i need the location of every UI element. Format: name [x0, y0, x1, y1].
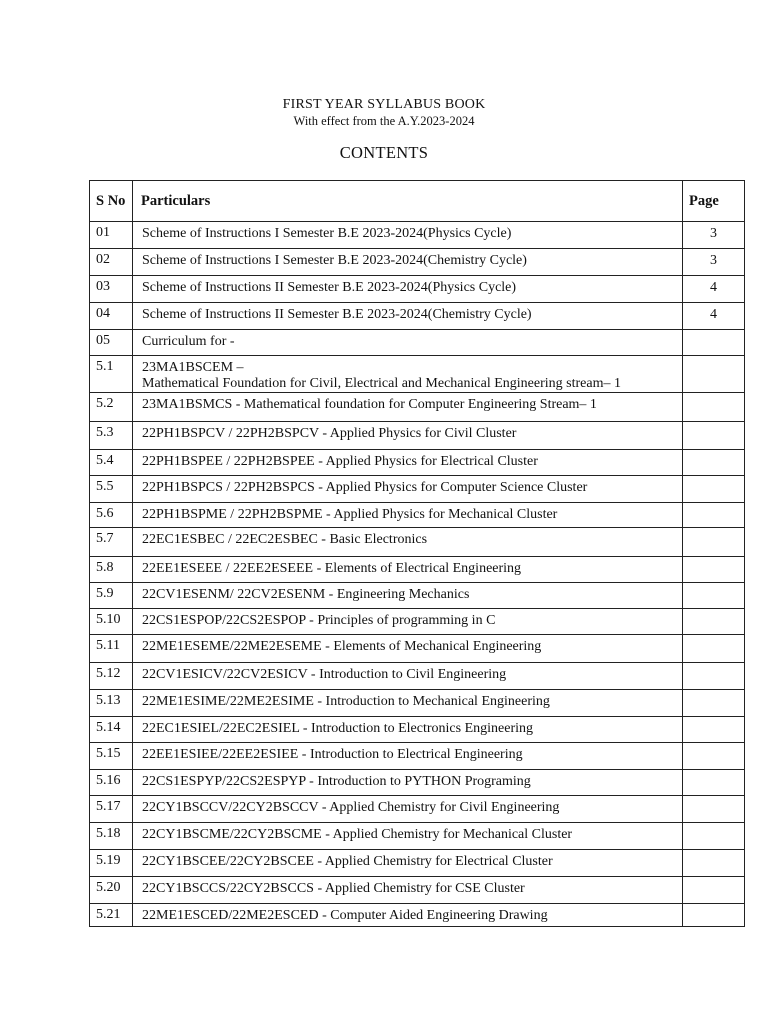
- row-particulars: [133, 303, 683, 330]
- particulars-line: 23MA1BSCEM –: [142, 360, 244, 375]
- row-page: [683, 422, 745, 450]
- row-sno: 04: [90, 303, 133, 330]
- particulars-line: 22CY1BSCCS/22CY2BSCCS - Applied Chemistry for CSE Cluster: [142, 881, 525, 896]
- table-row: [90, 222, 745, 249]
- particulars-line: 23MA1BSMCS - Mathematical foundation for Computer Engineering Stream– 1: [142, 397, 597, 412]
- table-row: [90, 717, 745, 743]
- row-page: [683, 609, 745, 635]
- row-sno: 5.11: [90, 635, 133, 663]
- row-sno: 5.9: [90, 583, 133, 609]
- table-row: [90, 850, 745, 877]
- contents-table: [89, 180, 745, 927]
- table-row: [90, 609, 745, 635]
- particulars-line: 22EE1ESEEE / 22EE2ESEEE - Elements of Electrical Engineering: [142, 561, 522, 576]
- row-page: [683, 796, 745, 823]
- table-row: [90, 476, 745, 503]
- row-page: [683, 557, 745, 583]
- row-particulars: [133, 635, 683, 663]
- row-particulars: [133, 393, 683, 422]
- row-particulars: [133, 222, 683, 249]
- row-particulars: [133, 850, 683, 877]
- row-page: [683, 356, 745, 393]
- row-page: [683, 635, 745, 663]
- row-page: [683, 850, 745, 877]
- particulars-line: 22ME1ESCED/22ME2ESCED - Computer Aided Engineering Drawing: [142, 908, 548, 923]
- row-particulars: [133, 609, 683, 635]
- row-particulars: [133, 796, 683, 823]
- particulars-line: Scheme of Instructions II Semester B.E 2023-2024(Physics Cycle): [142, 280, 517, 295]
- particulars-line: Curriculum for -: [142, 334, 235, 349]
- row-particulars: [133, 528, 683, 557]
- table-row: [90, 503, 745, 528]
- table-row: [90, 276, 745, 303]
- table-row: [90, 249, 745, 276]
- table-row: [90, 690, 745, 717]
- particulars-line: 22EC1ESIEL/22EC2ESIEL - Introduction to Electronics Engineering: [142, 721, 534, 736]
- particulars-line: 22CV1ESENM/ 22CV2ESENM - Engineering Mechanics: [142, 587, 470, 602]
- row-sno: 02: [90, 249, 133, 276]
- row-page: [683, 583, 745, 609]
- row-particulars: [133, 557, 683, 583]
- row-particulars: [133, 330, 683, 356]
- table-row: [90, 528, 745, 557]
- table-row: [90, 743, 745, 770]
- particulars-line: Mathematical Foundation for Civil, Electrical and Mechanical Engineering stream– 1: [142, 376, 621, 391]
- row-sno: 5.4: [90, 450, 133, 476]
- particulars-line: 22CY1BSCME/22CY2BSCME - Applied Chemistry for Mechanical Cluster: [142, 827, 573, 842]
- table-row: [90, 663, 745, 690]
- row-particulars: [133, 663, 683, 690]
- table-row: [90, 877, 745, 904]
- row-particulars: [133, 717, 683, 743]
- row-particulars: [133, 356, 683, 393]
- row-page: [683, 770, 745, 796]
- particulars-line: 22PH1BSPCS / 22PH2BSPCS - Applied Physics for Computer Science Cluster: [142, 480, 588, 495]
- row-sno: 5.2: [90, 393, 133, 422]
- row-particulars: [133, 583, 683, 609]
- row-sno: 5.19: [90, 850, 133, 877]
- table-row: [90, 450, 745, 476]
- particulars-line: 22PH1BSPCV / 22PH2BSPCV - Applied Physics for Civil Cluster: [142, 426, 517, 441]
- particulars-line: Scheme of Instructions I Semester B.E 2023-2024(Chemistry Cycle): [142, 253, 527, 268]
- table-row: [90, 303, 745, 330]
- particulars-line: 22CY1BSCCV/22CY2BSCCV - Applied Chemistry for Civil Engineering: [142, 800, 560, 815]
- table-row: [90, 904, 745, 927]
- row-page: [683, 823, 745, 850]
- row-page: 3: [683, 222, 745, 249]
- row-sno: 5.13: [90, 690, 133, 717]
- row-particulars: [133, 276, 683, 303]
- particulars-line: 22PH1BSPEE / 22PH2BSPEE - Applied Physics for Electrical Cluster: [142, 454, 538, 469]
- row-particulars: [133, 503, 683, 528]
- column-header-page: Page: [683, 181, 745, 222]
- row-particulars: [133, 690, 683, 717]
- table-row: [90, 770, 745, 796]
- row-sno: 5.21: [90, 904, 133, 927]
- row-page: 4: [683, 303, 745, 330]
- table-body: [90, 222, 745, 927]
- row-sno: 5.8: [90, 557, 133, 583]
- row-sno: 5.14: [90, 717, 133, 743]
- row-sno: 5.18: [90, 823, 133, 850]
- row-page: [683, 690, 745, 717]
- document-title: FIRST YEAR SYLLABUS BOOK: [282, 97, 486, 112]
- particulars-line: 22CS1ESPYP/22CS2ESPYP - Introduction to PYTHON Programing: [142, 774, 531, 789]
- row-particulars: [133, 476, 683, 503]
- row-particulars: [133, 743, 683, 770]
- table-row: [90, 356, 745, 393]
- row-sno: 5.3: [90, 422, 133, 450]
- row-sno: 5.5: [90, 476, 133, 503]
- row-page: [683, 330, 745, 356]
- row-sno: 5.16: [90, 770, 133, 796]
- row-page: [683, 743, 745, 770]
- table-row: [90, 823, 745, 850]
- row-page: [683, 877, 745, 904]
- row-sno: 5.7: [90, 528, 133, 557]
- row-particulars: [133, 422, 683, 450]
- row-particulars: [133, 249, 683, 276]
- row-sno: 01: [90, 222, 133, 249]
- table-row: [90, 393, 745, 422]
- particulars-line: 22EE1ESIEE/22EE2ESIEE - Introduction to Electrical Engineering: [142, 747, 523, 762]
- row-particulars: [133, 904, 683, 927]
- column-header-sno: S No: [90, 181, 133, 222]
- column-header-particulars: Particulars: [133, 181, 683, 222]
- row-sno: 5.12: [90, 663, 133, 690]
- table-row: [90, 796, 745, 823]
- row-sno: 03: [90, 276, 133, 303]
- row-page: 3: [683, 249, 745, 276]
- row-page: [683, 476, 745, 503]
- table-row: [90, 583, 745, 609]
- particulars-line: 22PH1BSPME / 22PH2BSPME - Applied Physics for Mechanical Cluster: [142, 507, 558, 522]
- row-sno: 5.15: [90, 743, 133, 770]
- particulars-line: 22CV1ESICV/22CV2ESICV - Introduction to Civil Engineering: [142, 667, 507, 682]
- particulars-line: 22ME1ESEME/22ME2ESEME - Elements of Mechanical Engineering: [142, 639, 542, 654]
- particulars-line: Scheme of Instructions I Semester B.E 2023-2024(Physics Cycle): [142, 226, 512, 241]
- table-row: [90, 557, 745, 583]
- row-particulars: [133, 450, 683, 476]
- row-sno: 5.6: [90, 503, 133, 528]
- table-row: [90, 635, 745, 663]
- particulars-line: 22ME1ESIME/22ME2ESIME - Introduction to Mechanical Engineering: [142, 694, 550, 709]
- row-sno: 05: [90, 330, 133, 356]
- row-page: [683, 904, 745, 927]
- row-sno: 5.1: [90, 356, 133, 393]
- row-page: [683, 503, 745, 528]
- particulars-line: 22CS1ESPOP/22CS2ESPOP - Principles of programming in C: [142, 613, 496, 628]
- contents-heading: CONTENTS: [339, 143, 429, 162]
- row-page: [683, 528, 745, 557]
- row-page: [683, 717, 745, 743]
- row-sno: 5.20: [90, 877, 133, 904]
- particulars-line: 22CY1BSCEE/22CY2BSCEE - Applied Chemistry for Electrical Cluster: [142, 854, 553, 869]
- row-particulars: [133, 877, 683, 904]
- row-page: 4: [683, 276, 745, 303]
- particulars-line: 22EC1ESBEC / 22EC2ESBEC - Basic Electronics: [142, 532, 428, 547]
- row-particulars: [133, 770, 683, 796]
- row-sno: 5.17: [90, 796, 133, 823]
- table-header-row: [90, 181, 745, 222]
- table-row: [90, 422, 745, 450]
- row-particulars: [133, 823, 683, 850]
- table-row: [90, 330, 745, 356]
- row-page: [683, 393, 745, 422]
- row-page: [683, 663, 745, 690]
- document-subtitle: With effect from the A.Y.2023-2024: [293, 114, 475, 128]
- row-page: [683, 450, 745, 476]
- row-sno: 5.10: [90, 609, 133, 635]
- particulars-line: Scheme of Instructions II Semester B.E 2023-2024(Chemistry Cycle): [142, 307, 532, 322]
